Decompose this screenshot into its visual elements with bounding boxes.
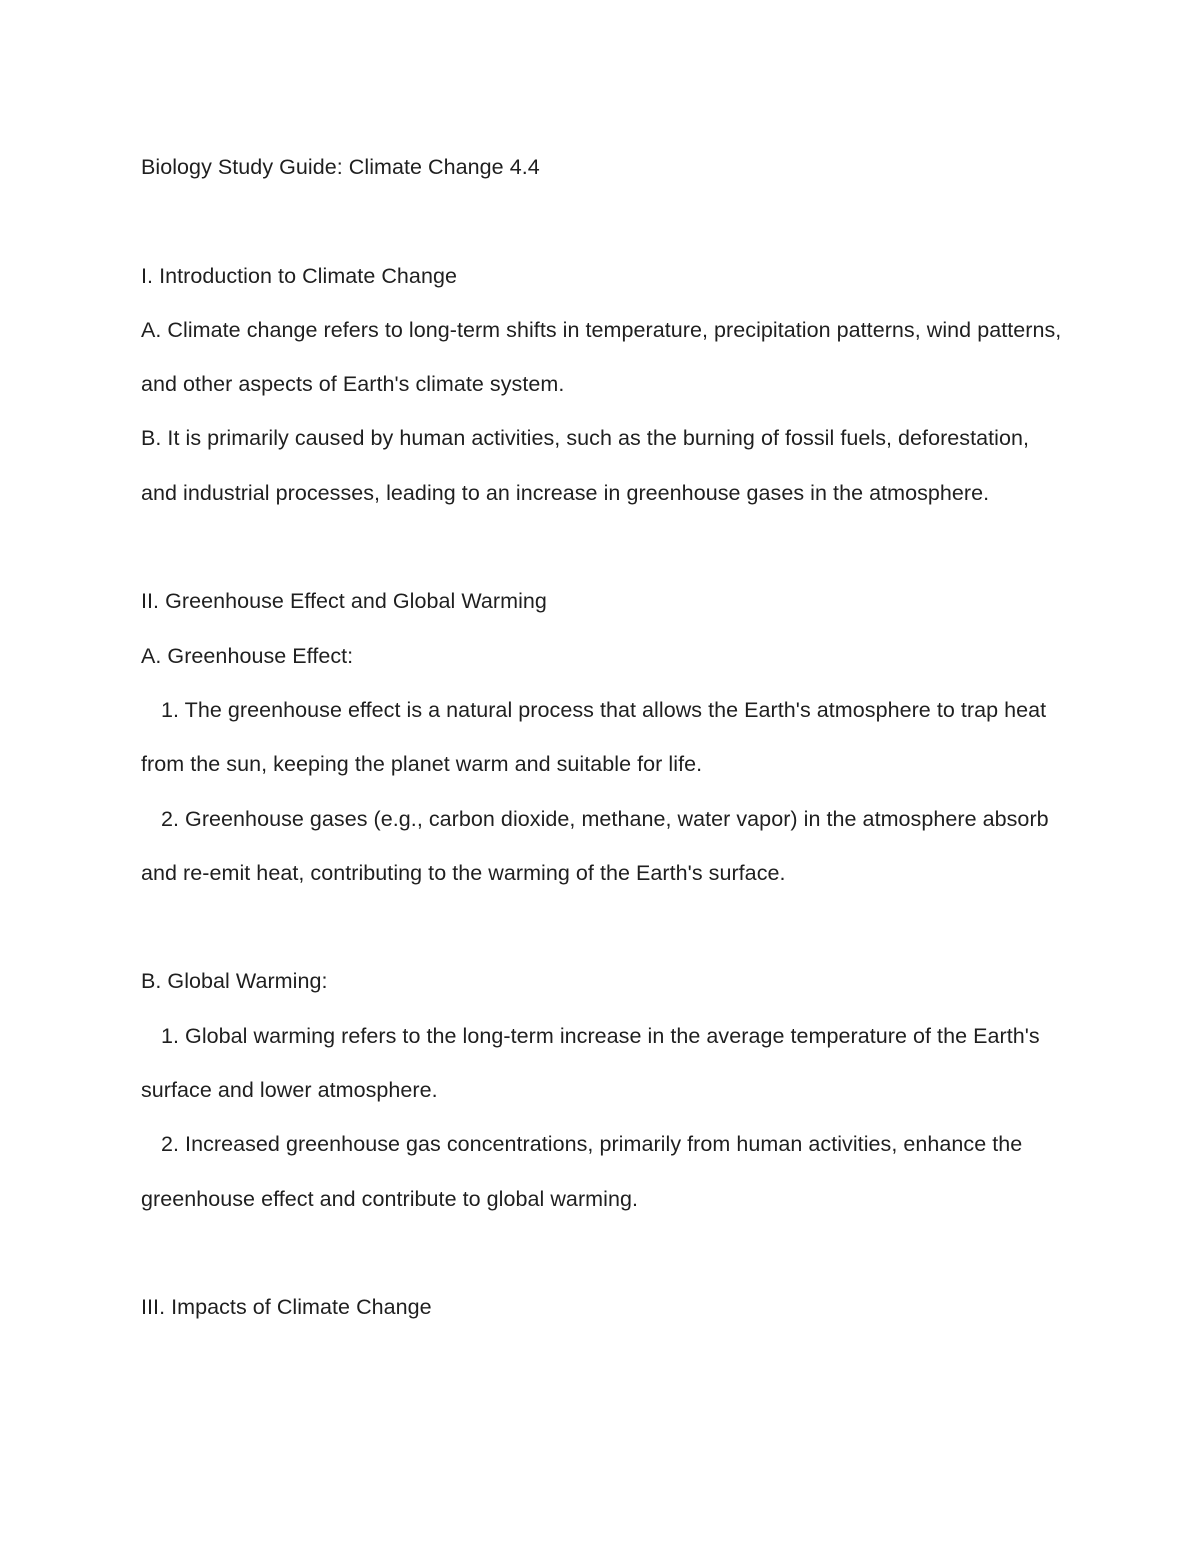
intro-item-b: B. It is primarily caused by human activities, such as the burning of fossil fuels, deforestation, and industrial processes, leading to an increase in greenhouse gases in the atmosphere. xyxy=(141,426,1030,505)
greenhouse-effect-item-1: 1. The greenhouse effect is a natural process that allows the Earth's atmosphere to trap heat from the sun, keeping the planet warm and suitable for life. xyxy=(141,697,1047,777)
blank-line xyxy=(141,520,1071,574)
document-body xyxy=(141,140,1071,1335)
document-title: Biology Study Guide: Climate Change 4.4 xyxy=(141,155,540,179)
blank-line xyxy=(141,194,1071,248)
global-warming-item-2: 2. Increased greenhouse gas concentrations, primarily from human activities, enhance the greenhouse effect and contribute to global warming. xyxy=(141,1132,1023,1211)
intro-item-a: A. Climate change refers to long-term shifts in temperature, precipitation patterns, wind patterns, and other aspects of Earth's climate system. xyxy=(141,317,1062,397)
section-heading-greenhouse: II. Greenhouse Effect and Global Warming xyxy=(141,589,547,614)
section-heading-impacts: III. Impacts of Climate Change xyxy=(141,1295,432,1320)
blank-line xyxy=(141,900,1071,954)
subsection-heading-greenhouse-effect: A. Greenhouse Effect: xyxy=(141,643,354,668)
greenhouse-effect-item-2: 2. Greenhouse gases (e.g., carbon dioxide, methane, water vapor) in the atmosphere absorb and re-emit heat, contributing to the warming of the Earth's surface. xyxy=(141,806,1049,885)
blank-line xyxy=(141,1226,1071,1280)
section-heading-introduction: I. Introduction to Climate Change xyxy=(141,263,457,288)
global-warming-item-1: 1. Global warming refers to the long-term increase in the average temperature of the Earth's surface and lower atmosphere. xyxy=(141,1023,1040,1103)
subsection-heading-global-warming: B. Global Warming: xyxy=(141,969,328,994)
